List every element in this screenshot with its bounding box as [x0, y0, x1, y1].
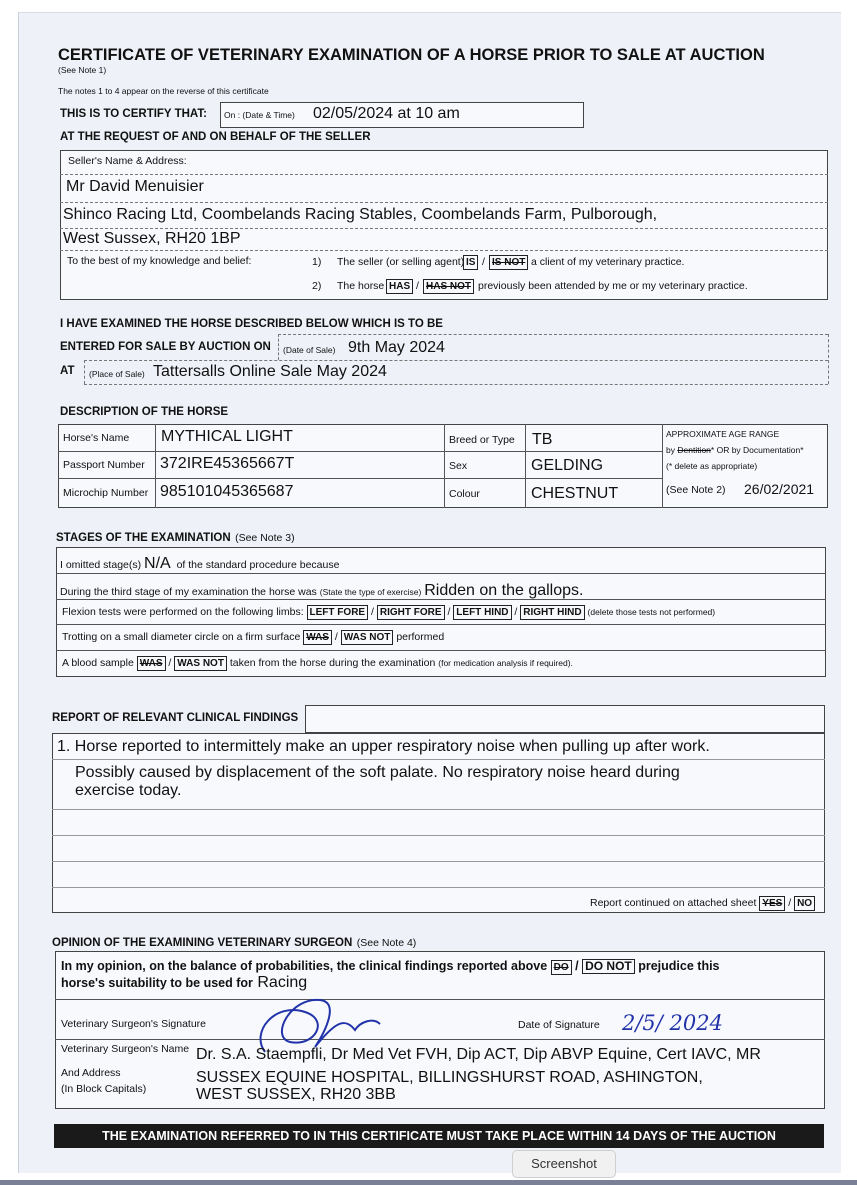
signature-label: Veterinary Surgeon's Signature	[61, 1018, 207, 1030]
signature-date-value: 2/5/ 2024	[622, 1011, 723, 1035]
trotting-was: WAS	[303, 630, 332, 645]
knowledge-1-text: The seller (or selling agent)	[337, 256, 465, 268]
report-line-3: exercise today.	[75, 782, 182, 799]
report-line-2: Possibly caused by displacement of the soft palate. No respiratory noise heard during	[75, 764, 680, 781]
flexion-left-hind: LEFT HIND	[453, 605, 511, 620]
report-heading-box	[305, 705, 825, 733]
opinion-heading-row	[52, 933, 416, 951]
opinion-use-value: Racing	[257, 974, 308, 991]
notes-line: The notes 1 to 4 appear on the reverse of this certificate	[58, 86, 269, 96]
opinion-text-3: horse's suitability to be used for	[61, 976, 253, 990]
stages-heading: STAGES OF THE EXAMINATION	[56, 532, 231, 544]
see-note-1: (See Note 1)	[58, 65, 107, 75]
report-continued-no: NO	[794, 896, 815, 911]
opinion-do: DO	[551, 960, 572, 975]
bottom-edge	[0, 1180, 857, 1185]
report-line-1: 1. Horse reported to intermittely make an upper respiratory noise when pulling up after work.	[57, 738, 710, 755]
report-continued-yes: YES	[759, 896, 785, 911]
opinion-heading: OPINION OF THE EXAMINING VETERINARY SURGEON	[52, 937, 353, 949]
signature-date-label: Date of Signature	[518, 1019, 600, 1031]
age-see-note: (See Note 2)	[666, 484, 726, 496]
opinion-use-row	[61, 974, 307, 992]
knowledge-1-option-is: IS	[463, 255, 478, 270]
age-range-title: APPROXIMATE AGE RANGE	[666, 429, 780, 439]
report-continued-row: Report continued on attached sheet YES / NO	[590, 896, 815, 911]
omitted-pre: I omitted stage(s)	[60, 559, 142, 571]
flexion-pre: Flexion tests were performed on the following limbs:	[62, 606, 304, 618]
opinion-note: (See Note 4)	[356, 937, 417, 949]
on-date-value: 02/05/2024 at 10 am	[313, 105, 460, 122]
knowledge-2-option-has-not: HAS NOT	[423, 279, 474, 294]
vet-address-1: SUSSEX EQUINE HOSPITAL, BILLINGSHURST ROAD, ASHINGTON,	[196, 1069, 703, 1086]
omitted-row	[60, 555, 339, 573]
seller-name: Mr David Menuisier	[66, 178, 204, 195]
knowledge-2-option-has: HAS	[386, 279, 413, 294]
horse-name-value: MYTHICAL LIGHT	[161, 428, 293, 445]
horse-name-label: Horse's Name	[63, 432, 130, 444]
flexion-right-fore: RIGHT FORE	[377, 605, 445, 620]
trotting-row: Trotting on a small diameter circle on a firm surface WAS / WAS NOT performed	[62, 631, 445, 643]
seller-label: Seller's Name & Address:	[68, 155, 187, 167]
colour-label: Colour	[449, 488, 480, 500]
report-heading: REPORT OF RELEVANT CLINICAL FINDINGS	[52, 712, 299, 724]
blood-was-not: WAS NOT	[174, 656, 227, 671]
examination-banner: THE EXAMINATION REFERRED TO IN THIS CERTIFICATE MUST TAKE PLACE WITHIN 14 DAYS OF THE AUCTION	[54, 1124, 824, 1148]
blood-was: WAS	[137, 656, 166, 671]
description-heading: DESCRIPTION OF THE HORSE	[60, 406, 229, 418]
entered-label: ENTERED FOR SALE BY AUCTION ON	[60, 341, 271, 353]
certificate-title: CERTIFICATE OF VETERINARY EXAMINATION OF A HORSE PRIOR TO SALE AT AUCTION	[58, 46, 765, 64]
flexion-post: (delete those tests not performed)	[587, 607, 716, 617]
knowledge-1-number: 1)	[312, 256, 322, 268]
trotting-was-not: WAS NOT	[341, 630, 394, 645]
report-continued-label: Report continued on attached sheet	[590, 897, 757, 909]
age-documentation-option: * OR by Documentation*	[710, 445, 804, 455]
third-stage-pre: During the third stage of my examination the horse was	[60, 586, 317, 598]
stages-heading-row	[56, 528, 295, 546]
age-by: by	[666, 445, 675, 455]
third-stage-value: Ridden on the gallops.	[424, 582, 584, 599]
age-delete-note: (* delete as appropriate)	[666, 461, 758, 471]
passport-label: Passport Number	[63, 459, 145, 471]
at-label: AT	[60, 365, 75, 377]
third-stage-row	[60, 582, 583, 600]
on-date-label: On : (Date & Time)	[224, 110, 295, 120]
third-stage-small: (State the type of exercise)	[319, 587, 422, 597]
vet-address-2: WEST SUSSEX, RH20 3BB	[196, 1086, 396, 1103]
opinion-do-not: DO NOT	[582, 959, 635, 974]
colour-value: CHESTNUT	[531, 485, 619, 502]
request-heading: AT THE REQUEST OF AND ON BEHALF OF THE SELLER	[60, 131, 371, 143]
blood-pre: A blood sample	[62, 657, 134, 669]
passport-value: 372IRE45365667T	[160, 455, 295, 472]
flexion-left-fore: LEFT FORE	[307, 605, 369, 620]
knowledge-label: To the best of my knowledge and belief:	[67, 255, 252, 267]
vet-block-label: (In Block Capitals)	[61, 1083, 147, 1095]
breed-label: Breed or Type	[449, 434, 515, 446]
omitted-value: N/A	[144, 555, 171, 572]
age-range-options	[666, 445, 804, 455]
stages-note: (See Note 3)	[235, 532, 295, 544]
blood-post: taken from the horse during the examination	[229, 657, 436, 669]
date-of-sale-value: 9th May 2024	[348, 339, 445, 356]
trotting-post: performed	[396, 631, 445, 643]
opinion-text-2: prejudice this	[638, 959, 720, 973]
vet-name-label: Veterinary Surgeon's Name	[61, 1043, 190, 1055]
microchip-value: 985101045365687	[160, 483, 294, 500]
flexion-right-hind: RIGHT HIND	[520, 605, 584, 620]
flexion-row: Flexion tests were performed on the following limbs: LEFT FORE / RIGHT FORE / LEFT HIND / RIGHT HIND (delete those tests not performed)	[62, 606, 716, 618]
trotting-pre: Trotting on a small diameter circle on a firm surface	[62, 631, 301, 643]
sex-value: GELDING	[531, 457, 604, 474]
screenshot-tooltip[interactable]: Screenshot	[512, 1150, 616, 1178]
sex-label: Sex	[449, 460, 468, 472]
seller-box	[60, 150, 828, 300]
knowledge-2-post: previously been attended by me or my veterinary practice.	[478, 280, 748, 292]
knowledge-1-post: a client of my veterinary practice.	[531, 256, 685, 268]
knowledge-2-number: 2)	[312, 280, 322, 292]
vet-name-value: Dr. S.A. Staempfli, Dr Med Vet FVH, Dip ACT, Dip ABVP Equine, Cert IAVC, MR	[196, 1046, 761, 1063]
seller-address-2: West Sussex, RH20 1BP	[63, 230, 241, 247]
seller-address-1: Shinco Racing Ltd, Coombelands Racing Stables, Coombelands Farm, Pulborough,	[63, 206, 658, 223]
knowledge-2-text: The horse	[337, 280, 385, 292]
breed-value: TB	[532, 431, 553, 448]
place-of-sale-label: (Place of Sale)	[89, 369, 145, 379]
examined-heading: I HAVE EXAMINED THE HORSE DESCRIBED BELOW WHICH IS TO BE	[60, 318, 443, 330]
opinion-text-1: In my opinion, on the balance of probabilities, the clinical findings reported above	[61, 959, 548, 973]
date-of-sale-label: (Date of Sale)	[283, 345, 336, 355]
age-value: 26/02/2021	[744, 481, 815, 497]
vet-address-label: And Address	[61, 1067, 121, 1079]
report-box	[52, 733, 825, 913]
opinion-text-row: In my opinion, on the balance of probabilities, the clinical findings reported above DO / DO NOT prejudice this	[61, 959, 720, 973]
microchip-label: Microchip Number	[63, 487, 149, 499]
omitted-post: of the standard procedure because	[176, 559, 340, 571]
age-dentition-option: Dentition	[677, 445, 711, 455]
place-of-sale-value: Tattersalls Online Sale May 2024	[153, 363, 387, 380]
knowledge-1-option-is-not: IS NOT	[489, 255, 528, 270]
certify-label: THIS IS TO CERTIFY THAT:	[60, 108, 207, 120]
blood-small: (for medication analysis if required).	[438, 658, 573, 668]
blood-row: A blood sample WAS / WAS NOT taken from the horse during the examination (for medication analysis if required).	[62, 657, 573, 669]
